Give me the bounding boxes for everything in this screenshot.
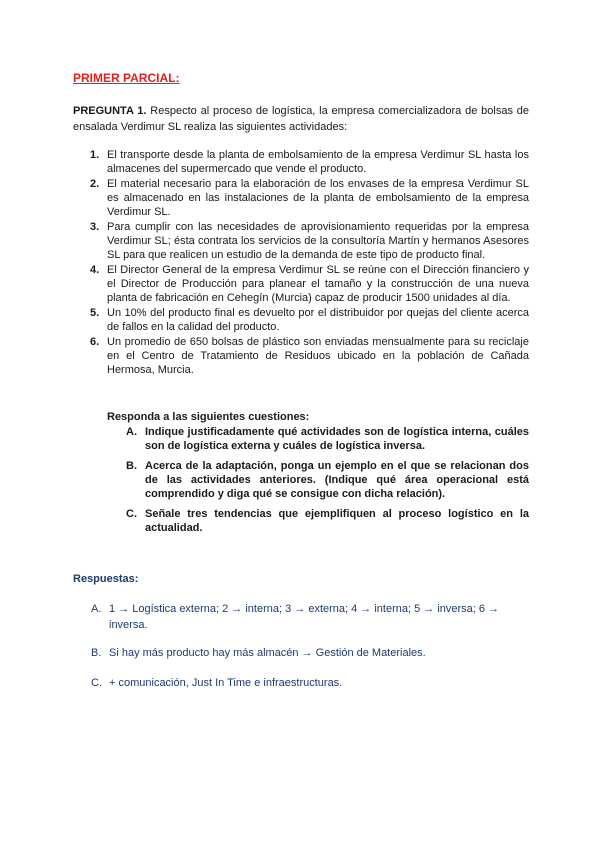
question-text: Respecto al proceso de logística, la empresa comercializadora de bolsas de ensalada Verdimur SL realiza las siguientes actividades: <box>73 105 530 133</box>
item-text: El Director General de la empresa Verdimur SL se reúne con el Dirección financiero y el Director de Producción para planear el tamaño y la construcción de una nueva planta de fabricación en Cehegín (Murcia) capaz de producir 1500 unidades al día. <box>107 264 529 304</box>
answer-item-a <box>91 601 511 633</box>
item-letter: C. <box>126 508 137 520</box>
instructions-list <box>107 425 529 541</box>
item-number: 2. <box>90 178 100 190</box>
list-item <box>73 335 529 377</box>
list-item <box>73 306 529 334</box>
answer-letter: B. <box>91 647 102 659</box>
item-letter: B. <box>126 460 137 472</box>
list-item <box>107 459 529 501</box>
list-item <box>107 507 529 535</box>
answer-item-b <box>91 645 511 661</box>
list-item <box>73 220 529 262</box>
item-text: Un promedio de 650 bolsas de plástico son enviadas mensualmente para su reciclaje en el Centro de Tratamiento de Residuos ubicado en la población de Cañada Hermosa, Murcia. <box>107 336 529 376</box>
item-text: El transporte desde la planta de embolsamiento de la empresa Verdimur SL hasta los almacenes del supermercado que vende el producto. <box>107 149 529 175</box>
answer-text: Si hay más producto hay más almacén → Gestión de Materiales. <box>109 647 426 659</box>
list-item <box>107 425 529 453</box>
item-text: El material necesario para la elaboración de los envases de la empresa Verdimur SL es almacenado en las instalaciones de la planta de embolsamiento de la empresa Verdimur SL. <box>107 178 529 218</box>
question-label: PREGUNTA 1. <box>73 105 147 117</box>
activities-list <box>73 148 529 378</box>
list-item <box>73 148 529 176</box>
item-number: 1. <box>90 149 100 161</box>
answer-text: 1 → Logística externa; 2 → interna; 3 → externa; 4 → interna; 5 → inversa; 6 → inversa. <box>109 603 500 631</box>
instructions-heading: Responda a las siguientes cuestiones: <box>107 411 310 423</box>
answer-letter: A. <box>91 603 102 615</box>
item-number: 5. <box>90 307 100 319</box>
page-title: PRIMER PARCIAL: <box>73 71 180 85</box>
item-number: 3. <box>90 221 100 233</box>
item-text: Señale tres tendencias que ejemplifiquen al proceso logístico en la actualidad. <box>145 508 529 534</box>
answer-letter: C. <box>91 677 102 689</box>
item-text: Indique justificadamente qué actividades son de logística interna, cuáles son de logística externa y cuáles de logística inversa. <box>145 426 529 452</box>
list-item <box>73 263 529 305</box>
answer-text: + comunicación, Just In Time e infraestructuras. <box>109 677 343 689</box>
item-letter: A. <box>126 426 137 438</box>
item-text: Acerca de la adaptación, ponga un ejemplo en el que se relacionan dos de las actividades anteriores. (Indique qué área operacional está comprendido y diga qué se consigue con dicha relación). <box>145 460 529 500</box>
answer-item-c <box>91 675 511 691</box>
item-number: 6. <box>90 336 100 348</box>
answers-heading: Respuestas: <box>73 573 139 585</box>
item-text: Un 10% del producto final es devuelto por el distribuidor por quejas del cliente acerca de fallos en la calidad del producto. <box>107 307 529 333</box>
list-item <box>73 177 529 219</box>
item-number: 4. <box>90 264 100 276</box>
question-statement <box>73 103 529 135</box>
item-text: Para cumplir con las necesidades de aprovisionamiento requeridas por la empresa Verdimur SL; ésta contrata los servicios de la consultoría Martín y hermanos Asesores SL para que realicen un estudio de la demanda de este tipo de producto final. <box>107 221 529 261</box>
